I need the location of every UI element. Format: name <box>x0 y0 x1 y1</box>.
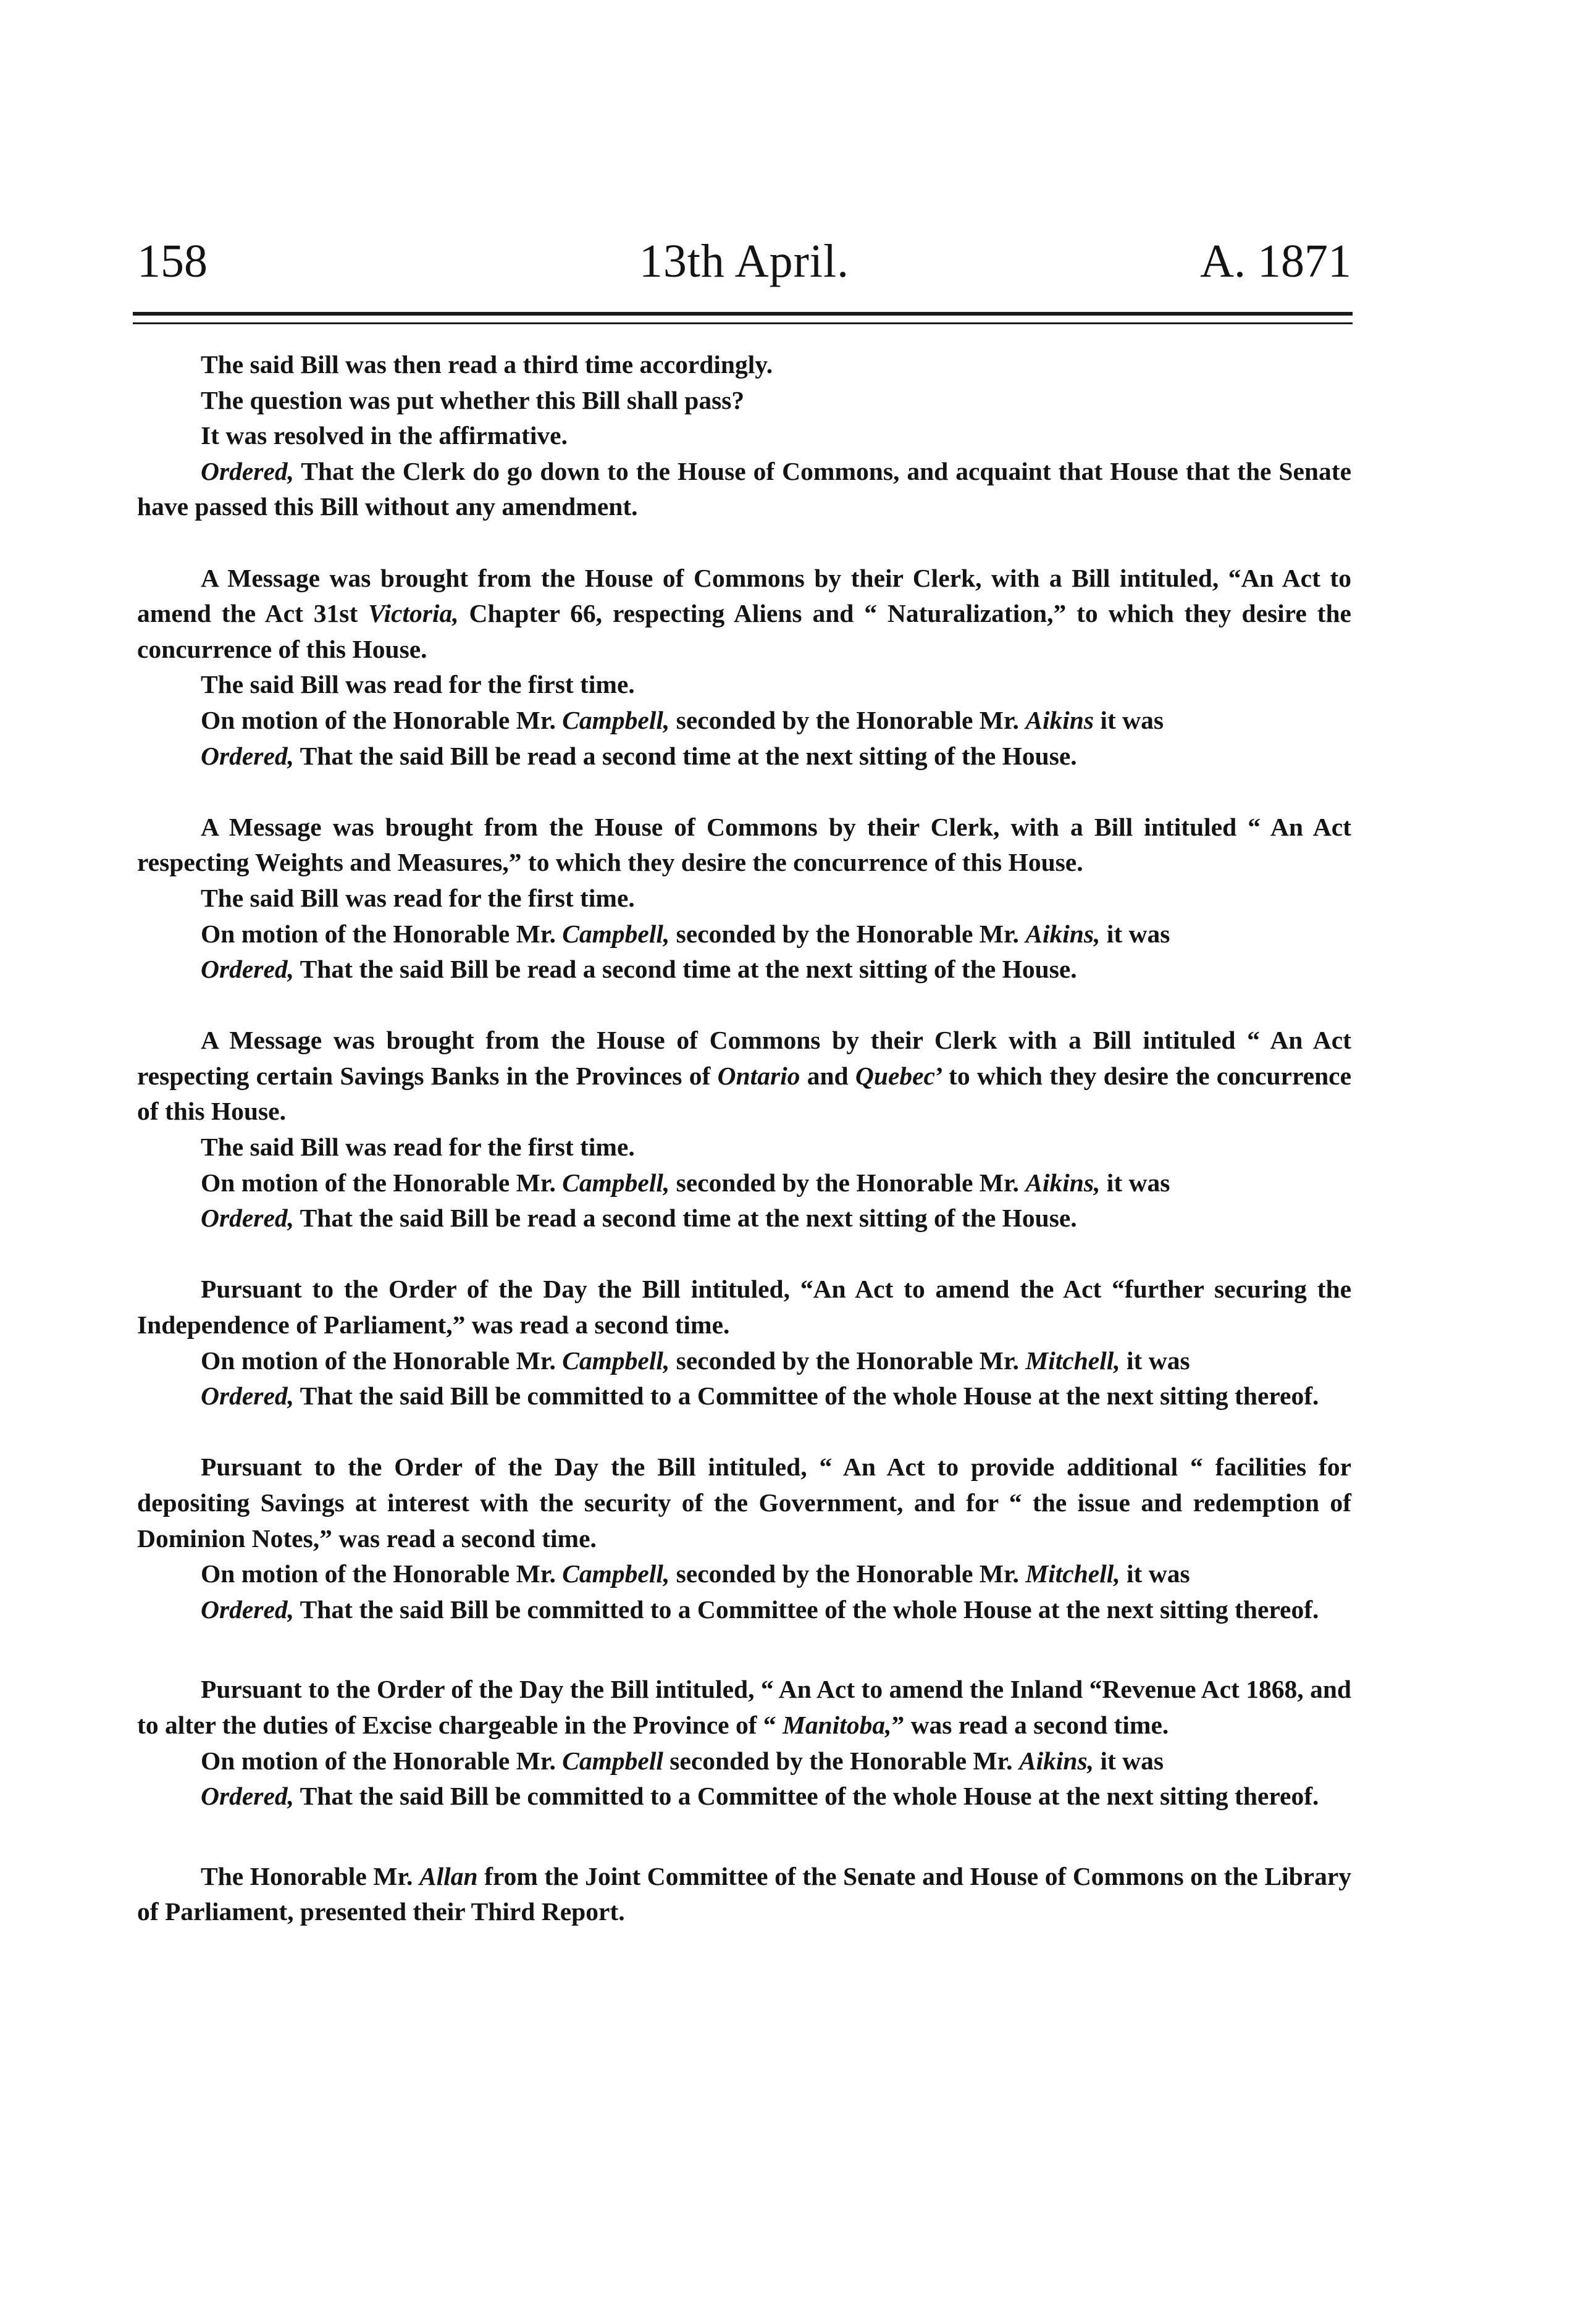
header-rule-thin <box>133 322 1353 324</box>
journal-paragraph: The said Bill was read for the first time. <box>201 670 635 699</box>
ordered-paragraph: Ordered, That the said Bill be read a second time at the next sitting of the House. <box>201 1204 1077 1233</box>
journal-paragraph: The said Bill was read for the first time. <box>201 1133 635 1162</box>
journal-paragraph: The said Bill was read for the first time. <box>201 883 635 912</box>
message-paragraph: A Message was brought from the House of Commons by their Clerk, with a Bill intituled “ An Act respecting Weights and Measures,” to which they desire the concurrence of this House. <box>137 812 1351 877</box>
message-paragraph: A Message was brought from the House of Commons by their Clerk, with a Bill intituled, “An Act to amend the Act 31st Victoria, Chapter 66, respecting Aliens and “ Naturalization,” to which they desire the concurrence of this House. <box>137 563 1351 663</box>
journal-body <box>137 347 1351 1930</box>
ordered-paragraph: Ordered, That the said Bill be committed to a Committee of the whole House at the next sitting thereof. <box>201 1782 1319 1811</box>
order-of-day-paragraph: Pursuant to the Order of the Day the Bill intituled, “ An Act to provide additional “ facilities for depositing Savings at interest with the security of the Government, and for “ the issue and redemption of Dominion Notes,” was read a second time. <box>137 1453 1351 1553</box>
order-of-day-paragraph: Pursuant to the Order of the Day the Bill intituled, “An Act to amend the Act “further securing the Independence of Parliament,” was read a second time. <box>137 1275 1351 1340</box>
motion-paragraph: On motion of the Honorable Mr. Campbell, seconded by the Honorable Mr. Aikins it was <box>201 705 1164 734</box>
journal-paragraph: It was resolved in the affirmative. <box>201 421 568 450</box>
motion-paragraph: On motion of the Honorable Mr. Campbell, seconded by the Honorable Mr. Aikins, it was <box>201 1168 1170 1197</box>
header-rule-thick <box>133 312 1353 316</box>
journal-paragraph: The said Bill was then read a third time accordingly. <box>201 350 773 379</box>
ordered-paragraph: Ordered, That the said Bill be read a second time at the next sitting of the House. <box>201 955 1077 984</box>
motion-paragraph: On motion of the Honorable Mr. Campbell seconded by the Honorable Mr. Aikins, it was <box>201 1746 1164 1775</box>
ordered-paragraph: Ordered, That the said Bill be committed to a Committee of the whole House at the next sitting thereof. <box>201 1595 1319 1624</box>
motion-paragraph: On motion of the Honorable Mr. Campbell, seconded by the Honorable Mr. Aikins, it was <box>201 919 1170 948</box>
page-date: 13th April. <box>639 235 850 287</box>
journal-paragraph: The question was put whether this Bill shall pass? <box>201 385 745 414</box>
ordered-paragraph: Ordered, That the Clerk do go down to the House of Commons, and acquaint that House that the Senate have passed this Bill without any amendment. <box>137 456 1351 521</box>
ordered-paragraph: Ordered, That the said Bill be read a second time at the next sitting of the House. <box>201 741 1077 770</box>
page-year: A. 1871 <box>1200 235 1351 287</box>
report-paragraph: The Honorable Mr. Allan from the Joint Committee of the Senate and House of Commons on the Library of Parliament, presented their Third Report. <box>137 1861 1351 1926</box>
page-header <box>137 227 1351 295</box>
motion-paragraph: On motion of the Honorable Mr. Campbell, seconded by the Honorable Mr. Mitchell, it was <box>201 1559 1190 1588</box>
page-number: 158 <box>137 235 208 287</box>
message-paragraph: A Message was brought from the House of Commons by their Clerk with a Bill intituled “ An Act respecting certain Savings Banks in the Provinces of Ontario and Quebec’ to which they desire the concurrence of this House. <box>137 1026 1351 1126</box>
ordered-paragraph: Ordered, That the said Bill be committed to a Committee of the whole House at the next sitting thereof. <box>201 1382 1319 1411</box>
order-of-day-paragraph: Pursuant to the Order of the Day the Bill intituled, “ An Act to amend the Inland “Revenue Act 1868, and to alter the duties of Excise chargeable in the Province of “ Manitoba,” was read a second time. <box>137 1675 1351 1739</box>
motion-paragraph: On motion of the Honorable Mr. Campbell, seconded by the Honorable Mr. Mitchell, it was <box>201 1346 1190 1375</box>
